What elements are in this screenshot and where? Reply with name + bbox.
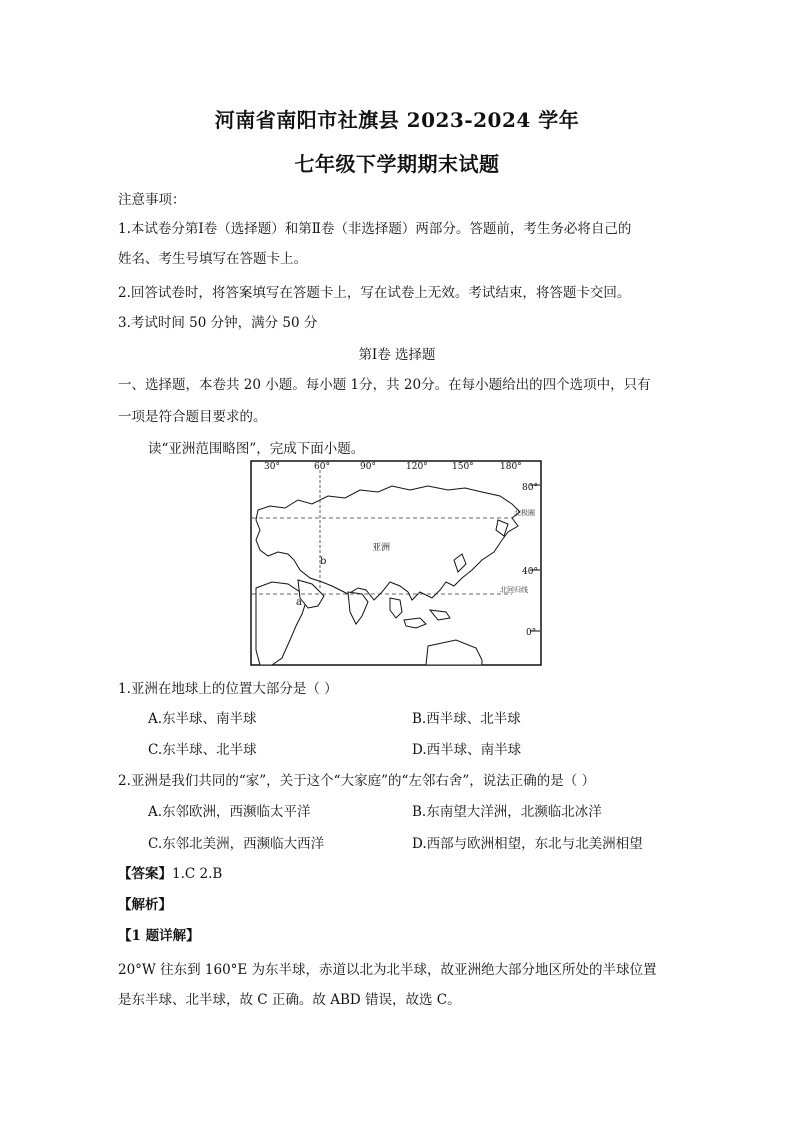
analysis-label: 【解析】	[118, 897, 172, 913]
section-title: 第Ⅰ卷 选择题	[358, 347, 436, 363]
lon-label: 120°	[406, 462, 428, 472]
q1-option-c: C.东半球、北半球	[148, 742, 257, 758]
q1-stem: 1.亚洲在地球上的位置大部分是（ ）	[118, 681, 338, 697]
answer-label: 【答案】	[118, 866, 172, 882]
asia-label: 亚洲	[372, 543, 391, 553]
lon-label: 180°	[500, 462, 522, 472]
detail-heading: 【1 题详解】	[118, 928, 200, 944]
q1-option-b: B.西半球、北半球	[412, 711, 521, 727]
answer-value: 1.C 2.B	[172, 866, 223, 882]
lon-label: 60°	[314, 462, 330, 472]
part-intro-b: 一项是符合题目要求的。	[118, 409, 267, 425]
q2-option-d: D.西部与欧洲相望，东北与北美洲相望	[412, 836, 643, 852]
part-intro-a: 一、选择题，本卷共 20 小题。每小题 1分，共 20分。在每小题给出的四个选项中，只有	[118, 377, 651, 393]
tropic-label: 北回归线	[500, 586, 528, 594]
lon-label: 150°	[452, 462, 474, 472]
q2-option-c: C.东邻北美洲，西濒临大西洋	[148, 836, 325, 852]
q2-stem: 2.亚洲是我们共同的“家”，关于这个“大家庭”的“左邻右舍”，说法正确的是（ ）	[118, 773, 596, 789]
notice-item-1b: 姓名、考生号填写在答题卡上。	[118, 251, 307, 267]
q1-option-a: A.东半球、南半球	[148, 711, 257, 727]
lat-label: 0°	[526, 628, 537, 638]
q2-option-b: B.东南望大洋洲，北濒临北冰洋	[412, 804, 602, 820]
lat-label: 40°	[522, 567, 538, 577]
point-b-label: b	[320, 556, 327, 567]
doc-title-line1: 河南省南阳市社旗县 2023-2024 学年	[214, 108, 580, 132]
doc-title-line2: 七年级下学期期末试题	[294, 152, 500, 176]
notice-item-1a: 1.本试卷分第Ⅰ卷（选择题）和第Ⅱ卷（非选择题）两部分。答题前，考生务必将自己的	[118, 221, 632, 237]
arctic-circle-label: 北极圈	[514, 509, 535, 517]
notice-item-3: 3.考试时间 50 分钟，满分 50 分	[118, 315, 318, 331]
q2-option-a: A.东邻欧洲，西濒临太平洋	[148, 804, 311, 820]
detail-line-2: 是东半球、北半球，故 C 正确。故 ABD 错误，故选 C。	[118, 992, 461, 1008]
read-prompt: 读“亚洲范围略图”，完成下面小题。	[148, 441, 365, 457]
detail-line-1: 20°W 往东到 160°E 为东半球，赤道以北为北半球，故亚洲绝大部分地区所处的半球位置	[118, 962, 657, 978]
notice-item-2: 2.回答试卷时，将答案填写在答题卡上，写在试卷上无效。考试结束，将答题卡交回。	[118, 285, 631, 301]
point-a-label: a	[296, 597, 302, 608]
q1-option-d: D.西半球、南半球	[412, 742, 522, 758]
answer-line	[118, 862, 222, 882]
lon-label: 90°	[360, 462, 376, 472]
notice-heading: 注意事项：	[118, 192, 186, 208]
lon-label: 30°	[264, 462, 280, 472]
asia-map-figure	[250, 460, 542, 666]
lat-label: 80°	[522, 483, 538, 493]
